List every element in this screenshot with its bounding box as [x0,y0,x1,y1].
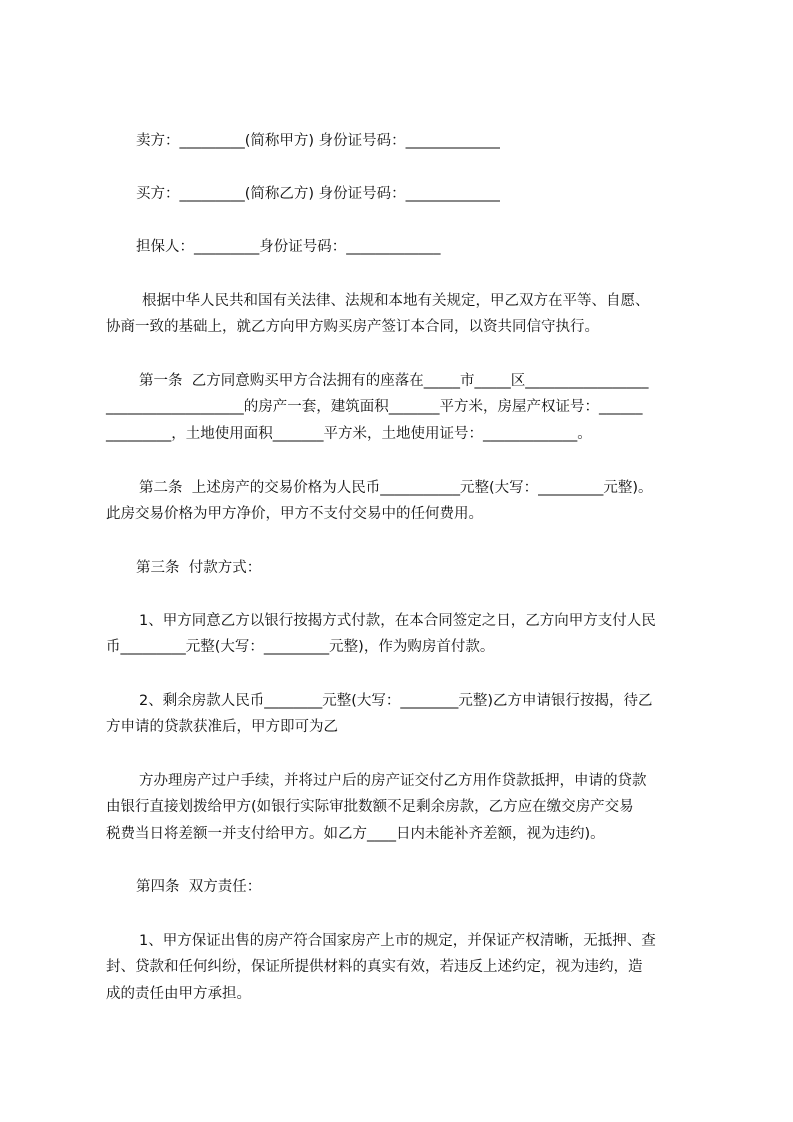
article4-item1-line-2: 封、贷款和任何纠纷，保证所提供材料的真实有效，若违反上述约定，视为违约，造 [106,959,643,975]
article1-line-2: ___________________的房产一套，建筑面积_______平方米，房屋产权证号：______ [106,399,643,415]
preamble-line-1: 根据中华人民共和国有关法律、法规和本地有关规定，甲乙双方在平等、自愿、 [142,293,650,309]
article3-item1-line-2: 币_________元整(大写：_________元整)，作为购房首付款。 [106,639,495,655]
article3-cont-line-2: 由银行直接划拨给甲方(如银行实际审批数额不足剩余房款，乙方应在缴交房产交易 [106,799,634,815]
article1-line-1: 第一条 乙方同意购买甲方合法拥有的座落在_____市_____区_________________ [139,373,649,389]
article3-title: 第三条 付款方式： [136,560,262,576]
buyer-line: 买方：_________(简称乙方) 身份证号码：_____________ [136,186,500,202]
article4-title: 第四条 双方责任： [136,879,262,895]
article4-item1-line-3: 成的责任由甲方承担。 [106,986,251,1002]
seller-line: 卖方：_________(简称甲方) 身份证号码：_____________ [136,133,500,149]
article2-line-1: 第二条 上述房产的交易价格为人民币___________元整(大写：_________元整)。 [139,480,653,496]
article4-item1-line-1: 1、甲方保证出售的房产符合国家房产上市的规定，并保证产权清晰，无抵押、查 [139,933,656,949]
preamble-line-2: 协商一致的基础上，就乙方向甲方购买房产签订本合同，以资共同信守执行。 [106,319,599,335]
guarantor-line: 担保人：_________身份证号码：_____________ [136,239,441,255]
article3-cont-line-3: 税费当日将差额一并支付给甲方。如乙方____日内未能补齐差额，视为违约)。 [106,826,605,842]
article1-line-3: _________，土地使用面积_______平方米，土地使用证号：_____________。 [106,426,592,442]
article3-item1-line-1: 1、甲方同意乙方以银行按揭方式付款，在本合同签定之日，乙方向甲方支付人民 [139,613,656,629]
article3-cont-line-1: 方办理房产过户手续，并将过户后的房产证交付乙方用作贷款抵押，申请的贷款 [139,773,647,789]
article3-item2-line-2: 方申请的贷款获准后，甲方即可为乙 [106,719,338,735]
article2-line-2: 此房交易价格为甲方净价，甲方不支付交易中的任何费用。 [106,506,483,522]
article3-item2-line-1: 2、剩余房款人民币________元整(大写：________元整)乙方申请银行按揭，待乙 [139,693,653,709]
